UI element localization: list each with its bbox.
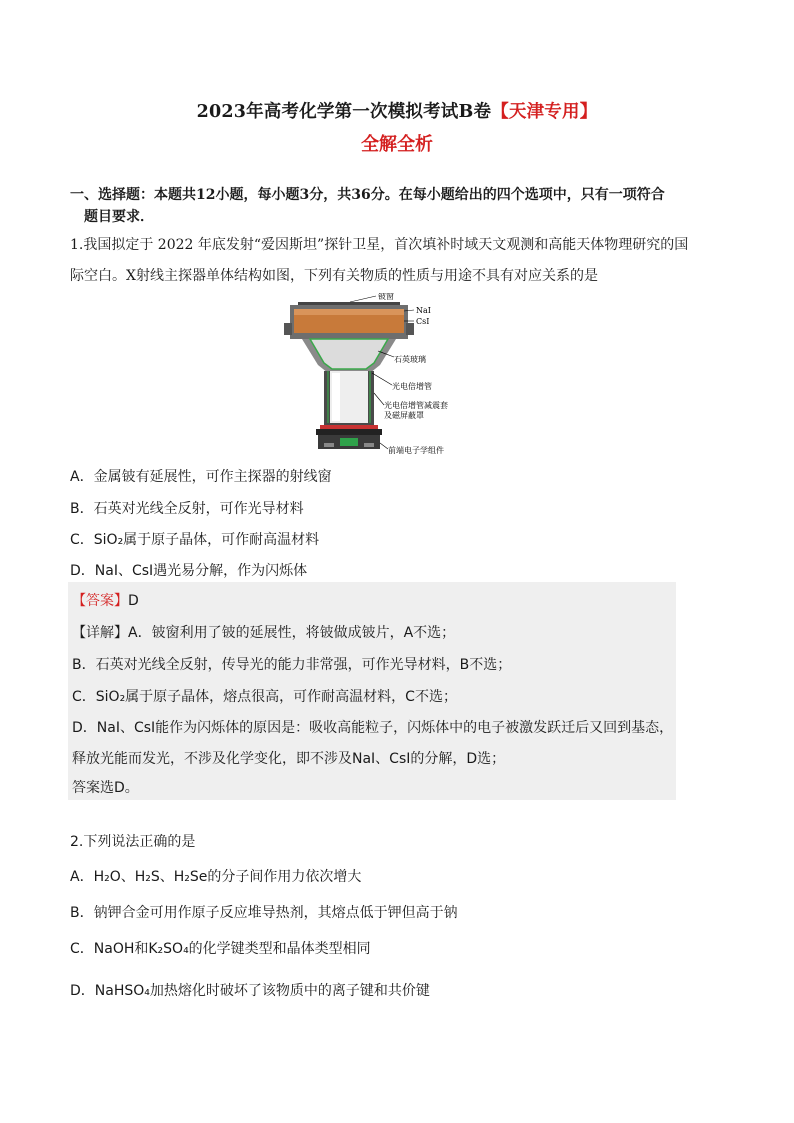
question-1-stem-line2: 际空白。X射线主探器单体结构如图，下列有关物质的性质与用途不具有对应关系的是 — [70, 268, 598, 284]
section-heading-line2: 题目要求． — [84, 209, 154, 225]
question-2-option-b: B．钠钾合金可用作原子反应堆导热剂，其熔点低于钾但高于钠 — [70, 905, 458, 921]
detector-figure — [280, 293, 480, 458]
question-2-option-c: C．NaOH和K₂SO₄的化学键类型和晶体类型相同 — [70, 941, 371, 957]
question-1-option-a: A．金属铍有延展性，可作主探器的射线窗 — [70, 469, 332, 485]
exam-subtitle: 全解全析 — [361, 134, 433, 155]
question-1-option-d: D．NaI、CsI遇光易分解，作为闪烁体 — [70, 563, 308, 579]
detail-line-5: 释放光能而发光，不涉及化学变化，即不涉及NaI、CsI的分解，D选； — [72, 751, 506, 767]
exam-title — [0, 98, 794, 123]
detail-tag: 【详解】 — [72, 625, 128, 641]
answer-value: D — [128, 593, 139, 609]
question-2-stem: 2.下列说法正确的是 — [70, 834, 196, 850]
section-heading-line1: 一、选择题：本题共12小题，每小题3分，共36分。在每小题给出的四个选项中，只有一项符合 — [70, 187, 665, 203]
label-csi: CsI — [416, 317, 430, 326]
label-pmt: 光电倍增管 — [392, 382, 432, 391]
detail-line-4: D．NaI、CsI能作为闪烁体的原因是：吸收高能粒子，闪烁体中的电子被激发跃迁后又回到基态， — [72, 720, 674, 736]
question-1-stem — [70, 230, 690, 292]
label-shield1: 光电倍增管减震套 — [384, 401, 448, 410]
answer-tag: 【答案】 — [72, 593, 128, 609]
detail-line-1: 【详解】A．铍窗利用了铍的延展性，将铍做成铍片，A不选； — [72, 625, 456, 641]
question-1-option-b: B．石英对光线全反射，可作光导材料 — [70, 501, 304, 517]
question-1-option-c: C．SiO₂属于原子晶体，可作耐高温材料 — [70, 532, 320, 548]
question-2-option-a: A．H₂O、H₂S、H₂Se的分子间作用力依次增大 — [70, 869, 362, 885]
exam-title-main: 2023年高考化学第一次模拟考试B卷 — [196, 102, 492, 122]
question-2-option-d: D．NaHSO₄加热熔化时破坏了该物质中的离子键和共价键 — [70, 983, 430, 999]
beryllium-window-shape — [298, 302, 400, 305]
question-1-stem-line1: 1.我国拟定于 2022 年底发射“爱因斯坦”探针卫星，首次填补时域天文观测和高能天体物理研究的国 — [70, 237, 689, 253]
label-electronics: 前端电子学组件 — [388, 446, 444, 455]
detail-line-6: 答案选D。 — [72, 780, 139, 796]
detail-line-2: B．石英对光线全反射，传导光的能力非常强，可作光导材料，B不选； — [72, 657, 512, 673]
answer-line — [72, 590, 139, 610]
label-quartz: 石英玻璃 — [394, 355, 426, 364]
detail-line-3: C．SiO₂属于原子晶体，熔点很高，可作耐高温材料，C不选； — [72, 689, 457, 705]
exam-title-tag: 【天津专用】 — [491, 102, 598, 122]
label-nai: NaI — [416, 306, 431, 315]
section-heading — [70, 184, 710, 228]
label-window: 铍窗 — [378, 293, 394, 301]
label-shield2: 及磁屏蔽罩 — [384, 411, 424, 420]
